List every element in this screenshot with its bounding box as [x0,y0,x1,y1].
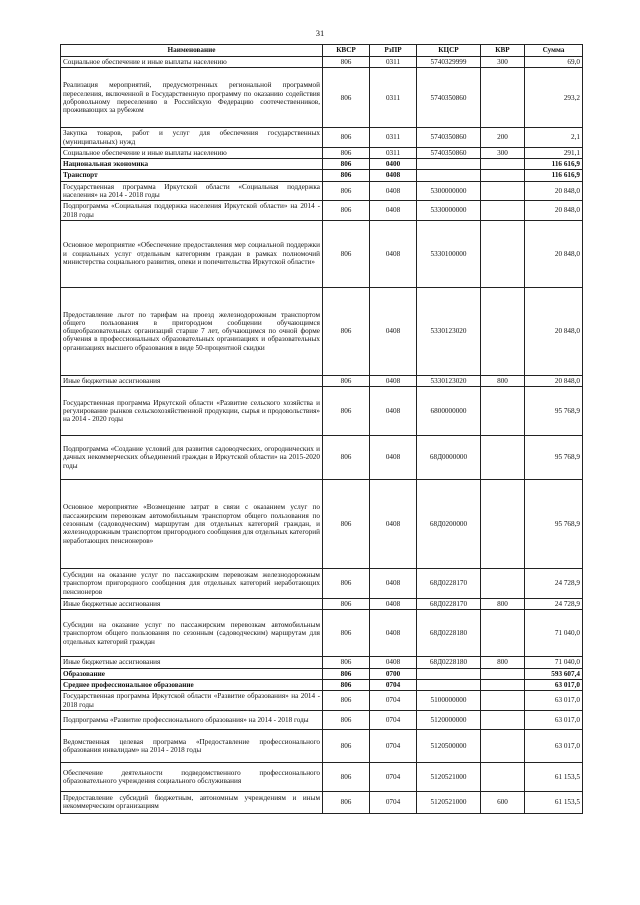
cell-sum: 116 616,9 [525,170,583,181]
cell-name: Социальное обеспечение и иные выплаты населению [61,57,323,68]
cell-name: Основное мероприятие «Обеспечение предоставления мер социальной поддержки и социальных услуг отдельным категориям граждан в рамках полномочий министерства социального развития, опеки и попечительства Иркутской области» [61,220,323,287]
cell-name: Среднее профессиональное образование [61,679,323,690]
cell-kcsr [417,170,481,181]
cell-name: Социальное обеспечение и иные выплаты населению [61,147,323,158]
cell-kvsr: 806 [323,729,370,762]
table-row [61,201,583,221]
table-row [61,159,583,170]
cell-rzpr: 0408 [370,181,417,201]
cell-name: Обеспечение деятельности подведомственного профессионального образовательного учреждения социального обслуживания [61,762,323,791]
cell-kcsr: 68Д0200000 [417,480,481,569]
cell-kcsr: 68Д0228180 [417,657,481,668]
cell-kvsr: 806 [323,159,370,170]
cell-name: Иные бюджетные ассигнования [61,657,323,668]
cell-sum: 20 848,0 [525,220,583,287]
table-row [61,128,583,148]
page-number: 31 [315,28,325,38]
table-row [61,287,583,375]
cell-name: Реализация мероприятий, предусмотренных региональной программой переселения, включенной в Государственную программу по оказанию содействия добровольному переселению в Российскую Федерацию соотечественников, проживающих за рубежом [61,68,323,128]
cell-kcsr: 5330100000 [417,220,481,287]
table-row [61,436,583,480]
table-row [61,599,583,610]
table-row [61,57,583,68]
header-kcsr: КЦСР [417,45,481,57]
cell-kvsr: 806 [323,181,370,201]
cell-kvr [481,610,525,657]
cell-rzpr: 0408 [370,170,417,181]
cell-name: Закупка товаров, работ и услуг для обеспечения государственных (муниципальных) нужд [61,128,323,148]
cell-rzpr: 0408 [370,375,417,386]
cell-kcsr: 5740350860 [417,68,481,128]
cell-name: Транспорт [61,170,323,181]
cell-sum: 593 607,4 [525,668,583,679]
cell-kcsr: 6800000000 [417,387,481,436]
table-row [61,480,583,569]
cell-kvr [481,68,525,128]
cell-kvsr: 806 [323,220,370,287]
cell-rzpr: 0311 [370,68,417,128]
cell-kvr [481,679,525,690]
cell-kvsr: 806 [323,387,370,436]
cell-kvsr: 806 [323,599,370,610]
cell-name: Подпрограмма «Социальная поддержка населения Иркутской области» на 2014 - 2018 годы [61,201,323,221]
cell-rzpr: 0311 [370,128,417,148]
cell-rzpr: 0408 [370,610,417,657]
cell-name: Государственная программа Иркутской области «Развитие образования» на 2014 - 2018 годы [61,691,323,711]
cell-kcsr: 5300000000 [417,181,481,201]
cell-kvsr: 806 [323,68,370,128]
cell-rzpr: 0704 [370,729,417,762]
cell-sum: 61 153,5 [525,791,583,813]
table-row [61,657,583,668]
cell-sum: 20 848,0 [525,375,583,386]
cell-kcsr [417,668,481,679]
cell-name: Подпрограмма «Развитие профессионального образования» на 2014 - 2018 годы [61,710,323,729]
cell-kcsr: 5120500000 [417,729,481,762]
cell-kvsr: 806 [323,128,370,148]
cell-name: Основное мероприятие «Возмещение затрат в связи с оказанием услуг по пассажирским перевозкам автомобильным транспортом общего пользования по сезонным (садоводческим) маршрутам для отдельных категорий граждан, и железнодорожным транспортом пригородного сообщения для отдельных категорий неработающих пенсионеров» [61,480,323,569]
cell-kcsr: 5100000000 [417,691,481,711]
cell-kvsr: 806 [323,147,370,158]
cell-name: Государственная программа Иркутской области «Развитие сельского хозяйства и регулирование рынков сельскохозяйственной продукции, сырья и продовольствия» на 2014 - 2020 годы [61,387,323,436]
cell-kcsr [417,679,481,690]
cell-rzpr: 0400 [370,159,417,170]
header-rzpr: РзПР [370,45,417,57]
table-row [61,691,583,711]
cell-kvsr: 806 [323,375,370,386]
cell-kvr [481,201,525,221]
cell-sum: 61 153,5 [525,762,583,791]
cell-kvr: 800 [481,599,525,610]
table-row [61,710,583,729]
cell-sum: 2,1 [525,128,583,148]
cell-kvr [481,387,525,436]
cell-kvsr: 806 [323,762,370,791]
table-row [61,791,583,813]
table-row [61,679,583,690]
cell-kvr [481,691,525,711]
cell-kcsr: 5120000000 [417,710,481,729]
table-row [61,729,583,762]
cell-sum: 20 848,0 [525,287,583,375]
cell-kcsr: 68Д0228180 [417,610,481,657]
cell-kvsr: 806 [323,791,370,813]
cell-kvr [481,181,525,201]
table-row [61,610,583,657]
cell-kvsr: 806 [323,657,370,668]
cell-sum: 63 017,0 [525,729,583,762]
cell-name: Предоставление субсидий бюджетным, автономным учреждениям и иным некоммерческим организациям [61,791,323,813]
cell-kvr [481,436,525,480]
cell-rzpr: 0704 [370,710,417,729]
header-sum: Сумма [525,45,583,57]
cell-kcsr: 5330000000 [417,201,481,221]
cell-kvsr: 806 [323,668,370,679]
cell-name: Национальная экономика [61,159,323,170]
cell-rzpr: 0311 [370,57,417,68]
cell-kvsr: 806 [323,436,370,480]
table-row [61,387,583,436]
cell-rzpr: 0408 [370,599,417,610]
cell-name: Предоставление льгот по тарифам на проезд железнодорожным транспортом общего пользования в пригородном сообщении обучающимся общеобразовательных организаций старше 7 лет, обучающимся по очной форме обучения в профессиональных образовательных организациях и образовательных организациях высшего образования в виде 50-процентной скидки [61,287,323,375]
cell-rzpr: 0704 [370,691,417,711]
table-header-row [61,45,583,57]
cell-sum: 71 040,0 [525,657,583,668]
cell-name: Образование [61,668,323,679]
cell-sum: 71 040,0 [525,610,583,657]
cell-sum: 116 616,9 [525,159,583,170]
header-kvsr: КВСР [323,45,370,57]
cell-name: Ведомственная целевая программа «Предоставление профессионального образования инвалидам» на 2014 - 2018 годы [61,729,323,762]
cell-kcsr: 5120521000 [417,762,481,791]
cell-kvr [481,220,525,287]
cell-rzpr: 0704 [370,679,417,690]
cell-kcsr: 5740329999 [417,57,481,68]
cell-sum: 63 017,0 [525,679,583,690]
cell-kvr [481,159,525,170]
cell-kvr: 300 [481,57,525,68]
cell-kvsr: 806 [323,691,370,711]
cell-name: Иные бюджетные ассигнования [61,599,323,610]
table-row [61,569,583,599]
budget-table [60,44,583,814]
cell-kvr [481,480,525,569]
cell-name: Субсидии на оказание услуг по пассажирским перевозкам железнодорожным транспортом пригородного сообщения для отдельных категорий неработающих пенсионеров [61,569,323,599]
cell-sum: 20 848,0 [525,181,583,201]
cell-sum: 95 768,9 [525,436,583,480]
table-row [61,668,583,679]
table-row [61,375,583,386]
cell-kvr [481,287,525,375]
cell-sum: 20 848,0 [525,201,583,221]
cell-kcsr: 68Д0000000 [417,436,481,480]
cell-kvr [481,762,525,791]
cell-rzpr: 0704 [370,791,417,813]
cell-kvr: 800 [481,375,525,386]
cell-kcsr: 68Д0228170 [417,599,481,610]
cell-kcsr: 5330123020 [417,287,481,375]
cell-rzpr: 0408 [370,287,417,375]
header-name: Наименование [61,45,323,57]
cell-rzpr: 0704 [370,762,417,791]
cell-kvr [481,729,525,762]
cell-kvr [481,170,525,181]
cell-sum: 293,2 [525,68,583,128]
cell-rzpr: 0408 [370,436,417,480]
cell-kcsr: 5740350860 [417,128,481,148]
cell-sum: 69,0 [525,57,583,68]
cell-name: Иные бюджетные ассигнования [61,375,323,386]
cell-kvr [481,710,525,729]
cell-name: Государственная программа Иркутской области «Социальная поддержка населения» на 2014 - 2018 годы [61,181,323,201]
cell-rzpr: 0408 [370,480,417,569]
table-row [61,181,583,201]
cell-rzpr: 0408 [370,657,417,668]
table-row [61,762,583,791]
cell-kcsr: 68Д0228170 [417,569,481,599]
cell-kvsr: 806 [323,679,370,690]
cell-rzpr: 0311 [370,147,417,158]
cell-sum: 95 768,9 [525,480,583,569]
header-kvr: КВР [481,45,525,57]
cell-rzpr: 0408 [370,569,417,599]
table-body [61,57,583,814]
cell-sum: 24 728,9 [525,569,583,599]
cell-sum: 291,1 [525,147,583,158]
cell-kvsr: 806 [323,57,370,68]
cell-kvr: 600 [481,791,525,813]
cell-kvsr: 806 [323,569,370,599]
cell-rzpr: 0408 [370,201,417,221]
cell-kvr: 800 [481,657,525,668]
table-row [61,170,583,181]
table-row [61,68,583,128]
cell-sum: 63 017,0 [525,691,583,711]
cell-kvr [481,668,525,679]
cell-kvsr: 806 [323,287,370,375]
cell-kvr [481,569,525,599]
cell-rzpr: 0700 [370,668,417,679]
cell-kvsr: 806 [323,201,370,221]
cell-kcsr [417,159,481,170]
cell-kvr: 300 [481,147,525,158]
cell-kvsr: 806 [323,480,370,569]
cell-kvsr: 806 [323,610,370,657]
cell-kvr: 200 [481,128,525,148]
cell-rzpr: 0408 [370,387,417,436]
cell-kvsr: 806 [323,170,370,181]
table-row [61,220,583,287]
cell-kcsr: 5120521000 [417,791,481,813]
cell-rzpr: 0408 [370,220,417,287]
cell-sum: 95 768,9 [525,387,583,436]
cell-kcsr: 5330123020 [417,375,481,386]
table-row [61,147,583,158]
cell-kcsr: 5740350860 [417,147,481,158]
cell-sum: 63 017,0 [525,710,583,729]
cell-sum: 24 728,9 [525,599,583,610]
cell-kvsr: 806 [323,710,370,729]
cell-name: Субсидии на оказание услуг по пассажирским перевозкам автомобильным транспортом общего пользования по сезонным (садоводческим) маршрутам для отдельных категорий граждан [61,610,323,657]
cell-name: Подпрограмма «Создание условий для развития садоводческих, огороднических и дачных некоммерческих объединений граждан в Иркутской области» на 2015-2020 годы [61,436,323,480]
